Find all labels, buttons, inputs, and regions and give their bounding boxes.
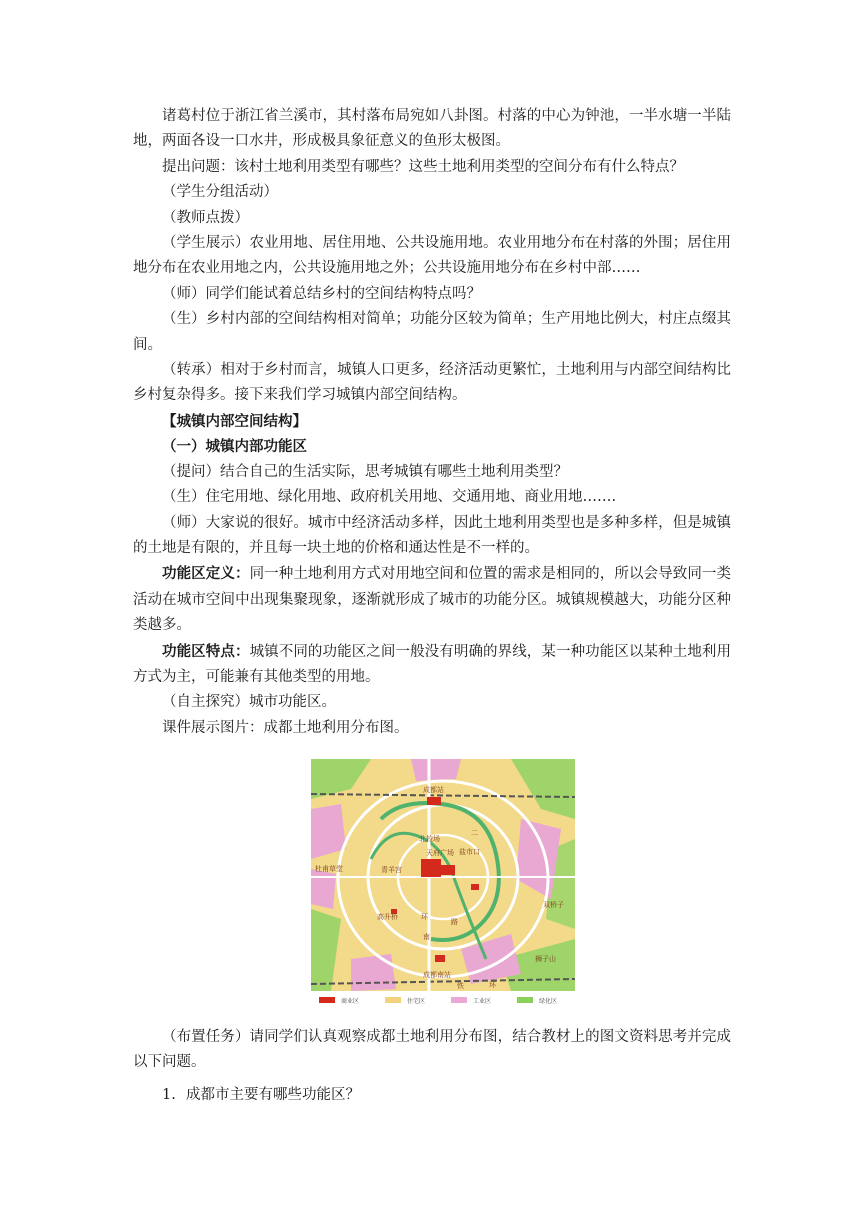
paragraph: （转承）相对于乡村而言，城镇人口更多，经济活动更繁忙，土地利用与内部空间结构比乡村复杂得多。接下来我们学习城镇内部空间结构。 xyxy=(133,362,731,404)
chengdu-land-use-map xyxy=(311,759,575,1007)
map-road-label: 二 xyxy=(471,829,478,837)
map-road-label: 环 xyxy=(421,913,428,921)
definition-lead: 功能区定义： xyxy=(162,565,250,583)
paragraph: （提问）结合自己的生活实际，思考城镇有哪些土地利用类型？ xyxy=(162,463,568,480)
legend-green: 绿化区 xyxy=(539,998,558,1005)
map-label-shiziqiao: 狮子山 xyxy=(535,955,556,963)
body-text-upper xyxy=(133,104,731,741)
legend-swatch-industrial xyxy=(451,997,467,1003)
legend-swatch-green xyxy=(517,997,533,1003)
paragraph: （生）住宅用地、绿化用地、政府机关用地、交通用地、商业用地……. xyxy=(162,489,617,506)
map-road-label: 南 xyxy=(423,933,430,941)
paragraph: 课件展示图片：成都土地利用分布图。 xyxy=(162,719,409,736)
map-label-tianfu: 天府广场 xyxy=(426,849,454,857)
map-road-label: 环 xyxy=(489,981,496,989)
definition-paragraph: 功能区定义：同一种土地利用方式对用地空间和位置的需求是相同的，所以会导致同一类活动在城市空间中出现集聚现象，逐渐就形成了城市的功能分区。城镇规模越大，功能分区种类越多。 xyxy=(133,565,732,634)
legend-swatch-residential xyxy=(385,997,401,1003)
feature-lead: 功能区特点： xyxy=(162,642,250,660)
map-road-label: 铁 xyxy=(457,982,464,990)
question-text: 成都市主要有哪些功能区？ xyxy=(186,1087,360,1103)
map-label-qingyang: 青羊宫 xyxy=(381,866,402,874)
map-label-station-s: 成都南站 xyxy=(423,971,451,979)
section-heading: 【城镇内部空间结构】 xyxy=(162,412,307,430)
paragraph: （布置任务）请同学们认真观察成都土地利用分布图，结合教材上的图文资料思考并完成以下问题。 xyxy=(133,1029,731,1071)
legend-residential: 住宅区 xyxy=(407,998,426,1005)
map-label-yanshi: 盐市口 xyxy=(459,848,480,856)
body-text-lower xyxy=(133,1025,731,1076)
paragraph: （自主探究）城市功能区。 xyxy=(162,694,336,711)
legend-commercial: 商业区 xyxy=(341,998,360,1005)
legend-industrial: 工业区 xyxy=(473,998,492,1005)
paragraph: （师）大家说的很好。城市中经济活动多样，因此土地利用类型也是多种多样，但是城镇的土地是有限的，并且每一块土地的价格和通达性是不一样的。 xyxy=(133,514,731,556)
map-label-dujuan: 杜甫草堂 xyxy=(315,865,343,873)
paragraph: （师）同学们能试着总结乡村的空间结构特点吗？ xyxy=(162,285,481,302)
question-number: 1. xyxy=(162,1087,176,1103)
map-label-shuangqiao: 双桥子 xyxy=(543,901,564,909)
paragraph: （教师点拨） xyxy=(162,209,249,226)
subsection-heading: （一）城镇内部功能区 xyxy=(162,438,307,456)
paragraph: 诸葛村位于浙江省兰溪市，其村落布局宛如八卦图。村落的中心为钟池，一半水塘一半陆地，两面各设一口水井，形成极具象征意义的鱼形太极图。 xyxy=(133,108,731,150)
map-label-station-n: 成都站 xyxy=(423,786,444,794)
paragraph: （生）乡村内部的空间结构相对简单；功能分区较为简单；生产用地比例大，村庄点缀其间。 xyxy=(133,311,731,353)
question-item xyxy=(162,1083,360,1108)
map-label-beijiao: 北较场 xyxy=(419,835,440,843)
paragraph: （学生分组活动） xyxy=(162,184,278,201)
paragraph: 提出问题：该村土地利用类型有哪些？这些土地利用类型的空间分布有什么特点？ xyxy=(162,158,684,175)
map-label-gaosheng: 高升桥 xyxy=(377,913,398,921)
feature-paragraph: 功能区特点：城镇不同的功能区之间一般没有明确的界线，某一种功能区以某种土地利用方式为主，可能兼有其他类型的用地。 xyxy=(133,642,732,685)
paragraph: （学生展示）农业用地、居住用地、公共设施用地。农业用地分布在村落的外围；居住用地分布在农业用地之内，公共设施用地之外；公共设施用地分布在乡村中部…… xyxy=(133,235,731,277)
legend-swatch-commercial xyxy=(319,997,335,1003)
map-road-label: 路 xyxy=(451,918,458,926)
